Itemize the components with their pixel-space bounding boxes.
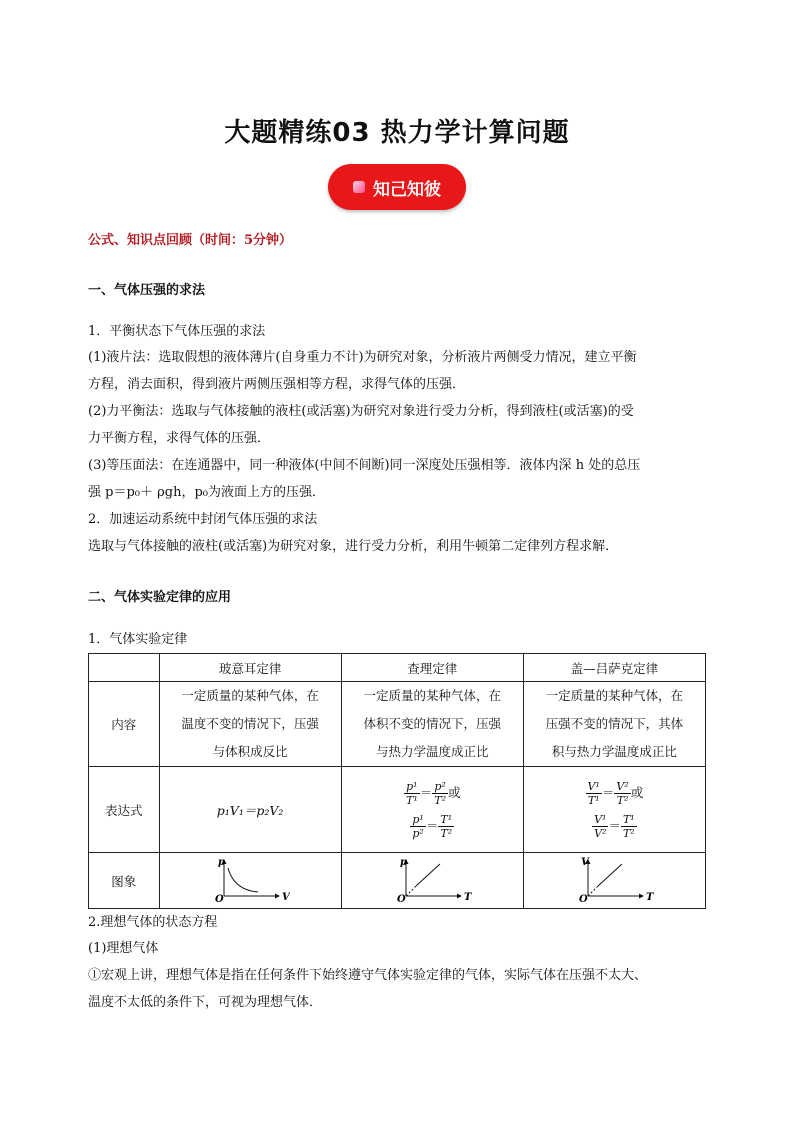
table-cell bbox=[159, 853, 341, 909]
gas-laws-table bbox=[88, 653, 706, 909]
paragraph: 温度不太低的条件下，可视为理想气体． bbox=[88, 995, 323, 1010]
paragraph: 力平衡方程，求得气体的压强． bbox=[88, 431, 271, 446]
formula-line: $\frac{\text{p¹}}{\text{T¹}}$ ＝ $\frac{\text{p²}}{\text{T²}}$ 或 bbox=[405, 779, 461, 807]
origin-label: O bbox=[579, 894, 589, 902]
axis-label: T bbox=[646, 892, 654, 902]
cell-line: 一定质量的某种气体，在 bbox=[181, 688, 319, 703]
paragraph: 方程，消去面积，得到液片两侧压强相等方程，求得气体的压强． bbox=[88, 377, 466, 392]
section1-sub2: 2．加速运动系统中封闭气体压强的求法 bbox=[88, 512, 318, 527]
table-cell bbox=[523, 853, 705, 909]
table-cell bbox=[341, 682, 523, 767]
review-heading: 公式、知识点回顾（时间：5分钟） bbox=[88, 233, 293, 248]
row-label: 图象 bbox=[89, 853, 160, 909]
table-header-cell: 查理定律 bbox=[341, 654, 523, 682]
badge-label: 知己知彼 bbox=[373, 179, 441, 200]
fraction: $\frac{\text{T¹}}{\text{T²}}$ bbox=[622, 812, 635, 840]
isotherm-graph bbox=[210, 856, 290, 902]
section1-heading: 一、气体压强的求法 bbox=[88, 283, 206, 298]
cell-line: 温度不变的情况下，压强 bbox=[181, 716, 319, 731]
section2-sub1: 1．气体实验定律 bbox=[88, 632, 188, 647]
table-header-cell: 玻意耳定律 bbox=[159, 654, 341, 682]
formula-line: $\frac{\text{V¹}}{\text{T¹}}$ ＝ $\frac{\text{V²}}{\text{T²}}$ 或 bbox=[587, 779, 644, 807]
boyle-expression: p₁V₁＝p₂V₂ bbox=[216, 802, 284, 818]
fraction: $\frac{\text{V¹}}{\text{T¹}}$ bbox=[587, 779, 600, 807]
fraction: $\frac{\text{p²}}{\text{T²}}$ bbox=[434, 779, 446, 807]
table-cell bbox=[523, 767, 705, 853]
section1-sub1: 1．平衡状态下气体压强的求法 bbox=[88, 324, 266, 339]
cell-line: 与热力学温度成正比 bbox=[375, 744, 489, 759]
table-row bbox=[89, 767, 706, 853]
page-title: 大题精练03 热力学计算问题 bbox=[224, 118, 570, 148]
cell-line: 一定质量的某种气体，在 bbox=[363, 688, 501, 703]
table-row bbox=[89, 853, 706, 909]
axis-label: V bbox=[282, 892, 290, 902]
paragraph: ①宏观上讲，理想气体是指在任何条件下始终遵守气体实验定律的气体，实际气体在压强不太大、 bbox=[88, 968, 648, 983]
table-cell bbox=[341, 767, 523, 853]
badge-button bbox=[328, 164, 466, 210]
axis-label: T bbox=[464, 892, 472, 902]
table-header-cell bbox=[89, 654, 160, 682]
cell-line: 压强不变的情况下，其体 bbox=[545, 716, 684, 731]
paragraph: (3)等压面法：在连通器中，同一种液体(中间不间断)同一深度处压强相等．液体内深 h 处的总压 bbox=[88, 458, 641, 473]
cell-line: 与体积成反比 bbox=[212, 744, 288, 759]
cell-line: 积与热力学温度成正比 bbox=[551, 744, 677, 759]
badge-icon bbox=[353, 181, 365, 193]
formula-line: $\frac{\text{V¹}}{\text{V²}}$ ＝ $\frac{\text{T¹}}{\text{T²}}$ bbox=[594, 812, 635, 840]
table-cell bbox=[159, 767, 341, 853]
origin-label: O bbox=[397, 894, 406, 902]
axis-label: V bbox=[581, 857, 590, 868]
or-text: 或 bbox=[448, 784, 461, 800]
section2-sub2: 2.理想气体的状态方程 bbox=[88, 915, 218, 930]
fraction: $\frac{\text{p¹}}{\text{p²}}$ bbox=[412, 812, 424, 840]
row-label: 内容 bbox=[89, 682, 160, 767]
fraction: $\frac{\text{V²}}{\text{T²}}$ bbox=[616, 779, 629, 807]
section2-heading: 二、气体实验定律的应用 bbox=[88, 590, 232, 605]
fraction: $\frac{\text{V¹}}{\text{V²}}$ bbox=[594, 812, 607, 840]
table-header-row bbox=[89, 654, 706, 682]
table-cell bbox=[341, 853, 523, 909]
isochoric-graph bbox=[392, 856, 472, 902]
isobaric-graph bbox=[574, 856, 654, 902]
cell-line: 体积不变的情况下，压强 bbox=[363, 716, 501, 731]
table-cell bbox=[523, 682, 705, 767]
paragraph: (1)液片法：选取假想的液体薄片(自身重力不计)为研究对象，分析液片两侧受力情况，建立平衡 bbox=[88, 350, 637, 365]
section2-sub2-1: (1)理想气体 bbox=[88, 941, 159, 956]
table-header-cell: 盖—吕萨克定律 bbox=[523, 654, 705, 682]
row-label: 表达式 bbox=[89, 767, 160, 853]
origin-label: O bbox=[215, 894, 224, 902]
axis-label: p bbox=[400, 857, 408, 868]
paragraph: 强 p＝p₀＋ ρgh，p₀为液面上方的压强． bbox=[88, 485, 325, 500]
axis-label: p bbox=[218, 857, 226, 868]
paragraph: (2)力平衡法：选取与气体接触的液柱(或活塞)为研究对象进行受力分析，得到液柱(或活塞)的受 bbox=[88, 404, 634, 419]
cell-line: 一定质量的某种气体，在 bbox=[545, 688, 684, 703]
table-cell bbox=[159, 682, 341, 767]
paragraph: 选取与气体接触的液柱(或活塞)为研究对象，进行受力分析，利用牛顿第二定律列方程求解． bbox=[88, 539, 619, 554]
fraction: $\frac{\text{p¹}}{\text{T¹}}$ bbox=[405, 779, 418, 807]
fraction: $\frac{\text{T¹}}{\text{T²}}$ bbox=[440, 812, 453, 840]
formula-line: $\frac{\text{p¹}}{\text{p²}}$ ＝ $\frac{\text{T¹}}{\text{T²}}$ bbox=[412, 812, 453, 840]
table-row bbox=[89, 682, 706, 767]
or-text: 或 bbox=[630, 784, 644, 800]
